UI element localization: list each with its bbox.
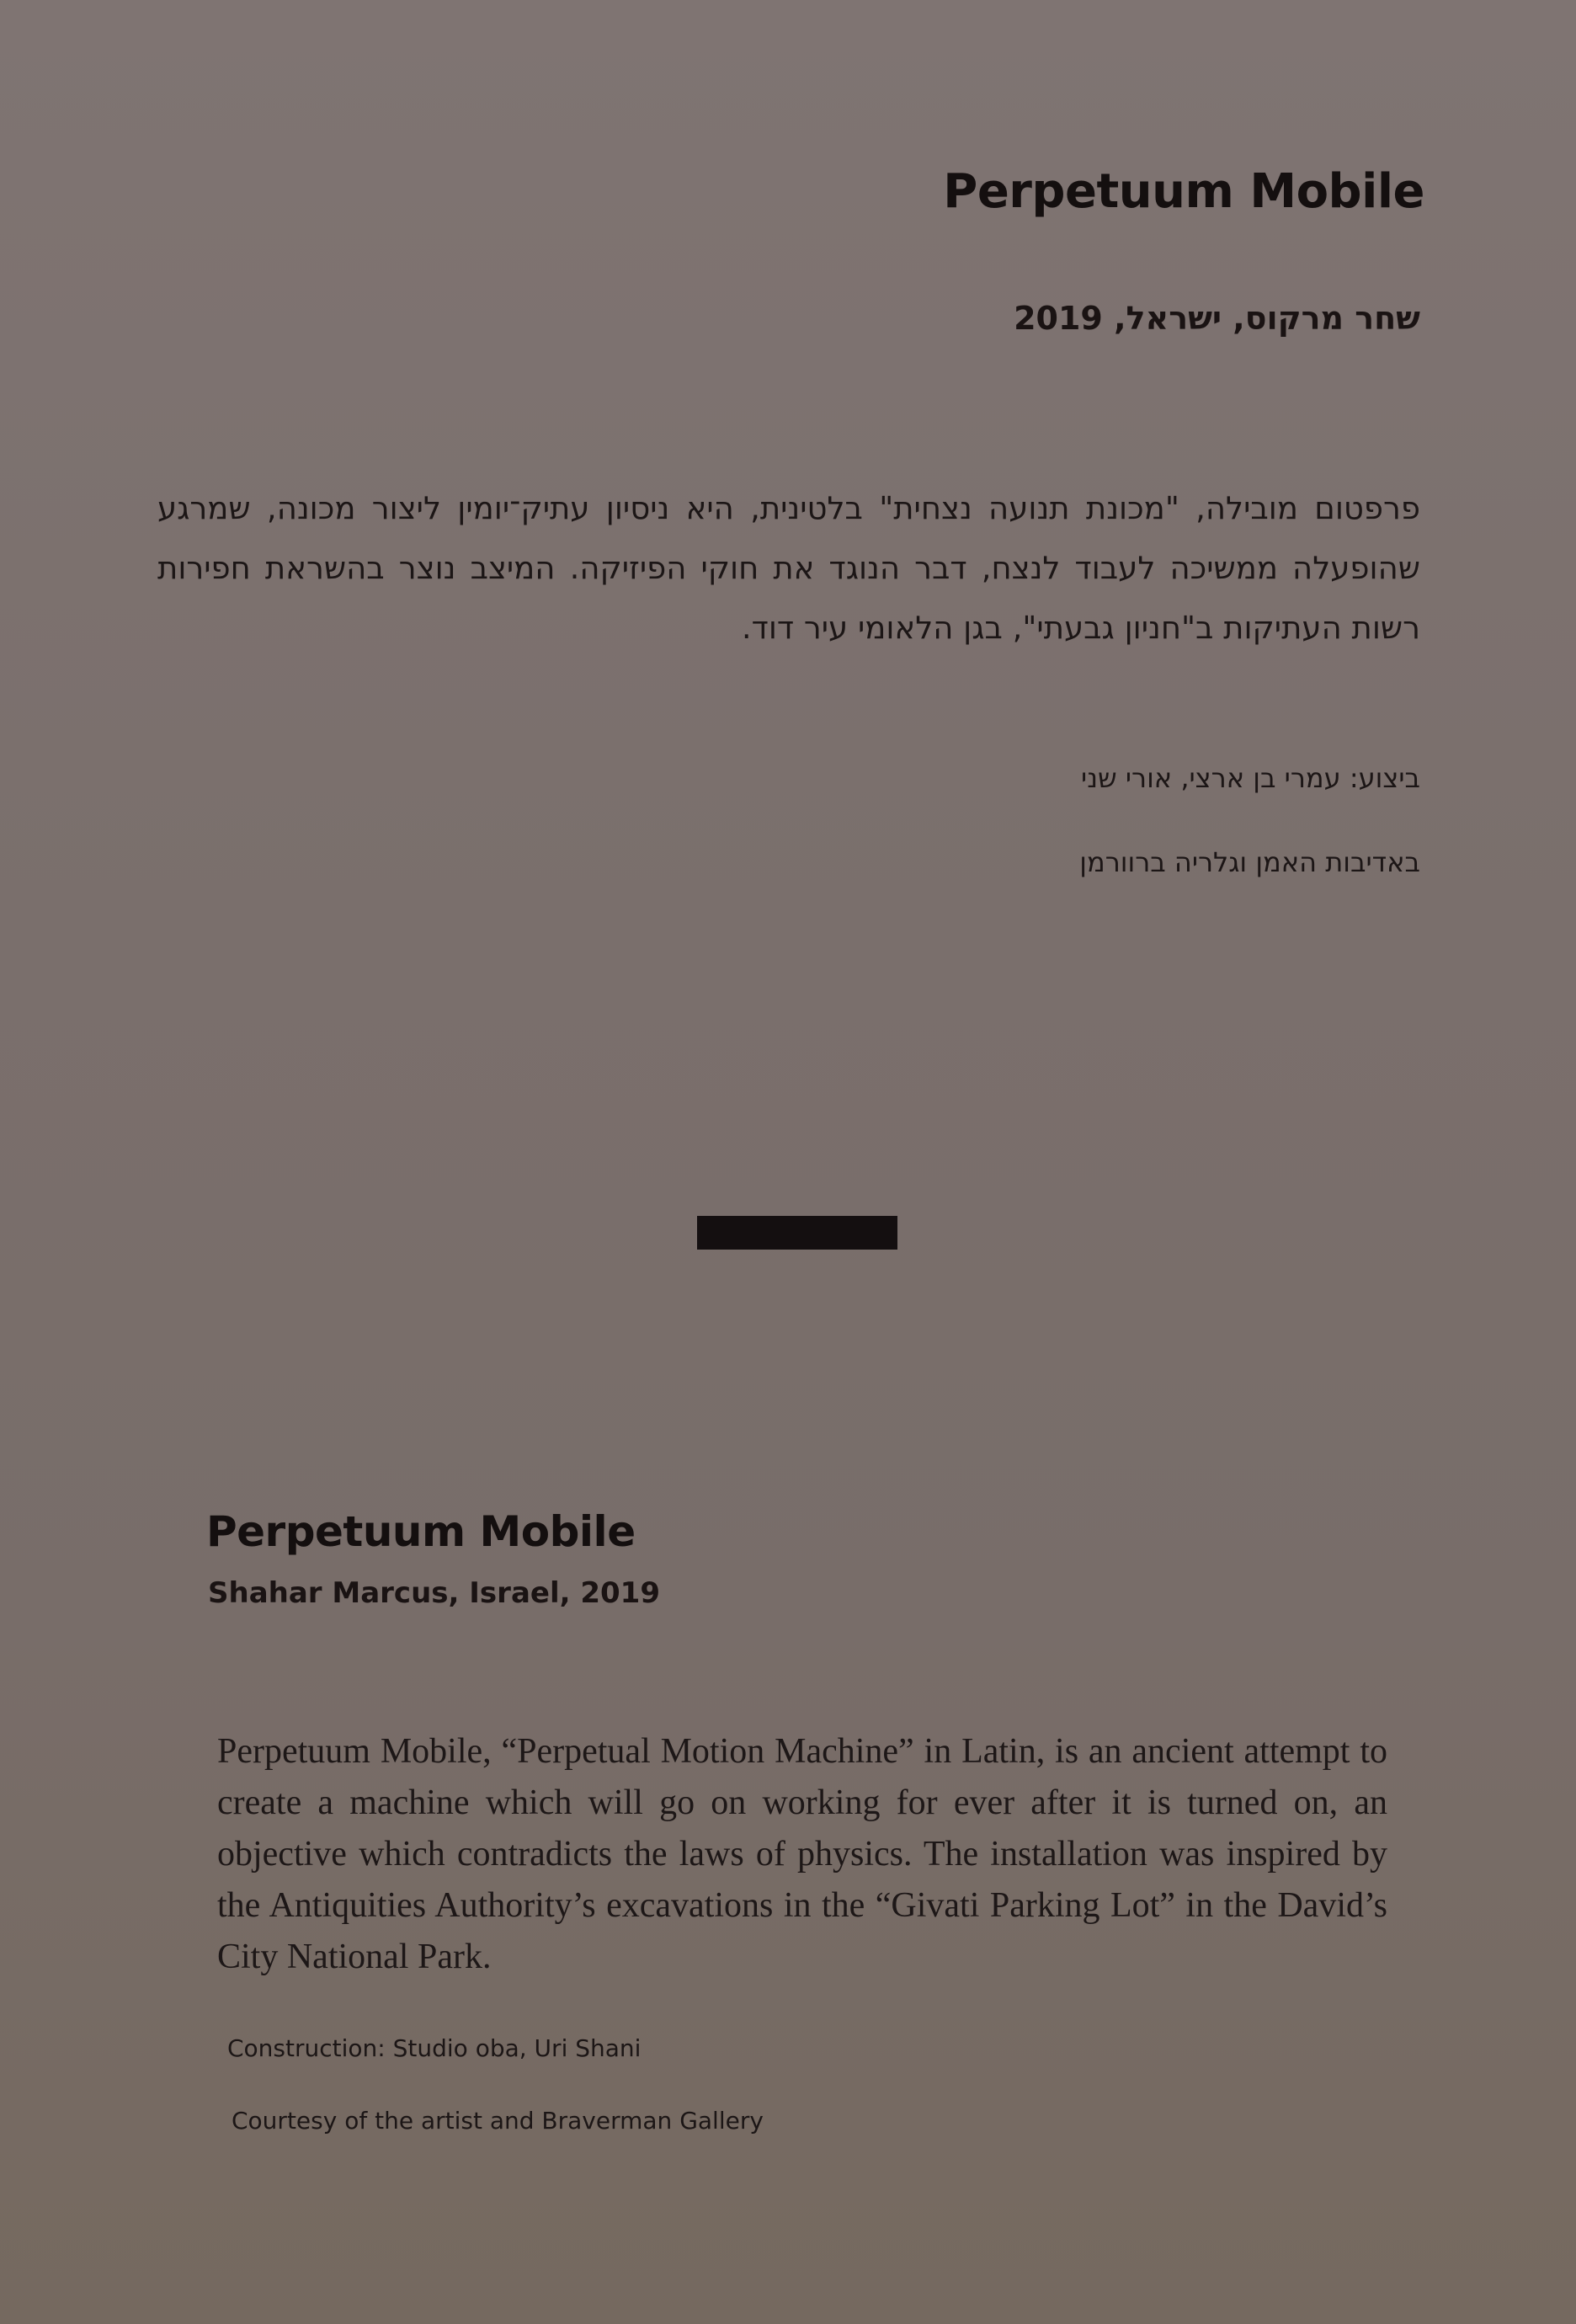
hebrew-construction-credit: ביצוע: עמרי בן ארצי, אורי שני (1081, 762, 1420, 794)
english-construction-credit: Construction: Studio oba, Uri Shani (227, 2034, 642, 2062)
english-description: Perpetuum Mobile, “Perpetual Motion Machine” in Latin, is an ancient attempt to create a machine which will go on working for ever after it is turned on, an objective which contradicts the laws of physics. The installation was inspired by the Antiquities Authority’s excavations in the “Givati Parking Lot” in the David’s City National Park. (217, 1732, 1387, 1976)
hebrew-courtesy-credit: באדיבות האמן וגלריה ברוורמן (1079, 846, 1420, 878)
hebrew-title: Perpetuum Mobile (943, 164, 1424, 219)
english-artist-line: Shahar Marcus, Israel, 2019 (208, 1576, 660, 1610)
hebrew-artist-line: שחר מרקוס, ישראל, 2019 (1014, 300, 1420, 337)
hebrew-description: פרפטום מובילה, "מכונת תנועה נצחית" בלטינית, היא ניסיון עתיק־יומין ליצור מכונה, שמרגע שהופעלה ממשיכה לעבוד לנצח, דבר הנוגד את חוקי הפיזיקה. המיצב נוצר בהשראת חפירות רשות העתיקות ב"חניון גבעתי", בגן הלאומי עיר דוד. (157, 490, 1420, 646)
english-title: Perpetuum Mobile (206, 1507, 636, 1556)
english-courtesy-credit: Courtesy of the artist and Braverman Gallery (232, 2107, 764, 2135)
section-divider (697, 1216, 897, 1250)
